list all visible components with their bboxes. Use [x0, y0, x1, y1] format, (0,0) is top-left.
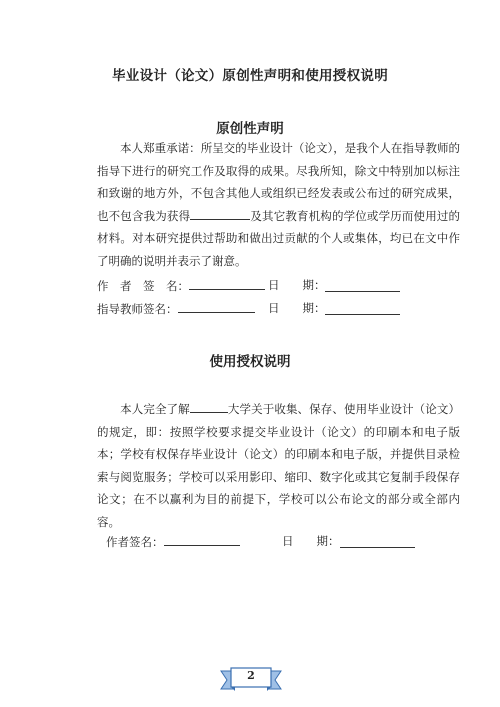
originality-paragraph [97, 137, 460, 272]
authorization-author-row [106, 533, 240, 550]
date-label-2: 日 期： [268, 301, 326, 315]
page-number: 2 [247, 669, 255, 682]
advisor-signature-row [97, 300, 255, 317]
authorization-date-label: 日 期： [282, 534, 340, 548]
date-label-1: 日 期： [268, 278, 326, 292]
authorization-title: 使用授权说明 [209, 354, 291, 370]
authorization-author-field[interactable] [164, 533, 240, 546]
authorization-text-b: 大学关于收集、保存、使用毕业设计（论文）的规定，即：按照学校要求提交毕业设计（论文）的印刷本和电子版本；学校有权保存毕业设计（论文）的印刷本和电子版，并提供目录检索与阅览服务；学校可以采用影印、缩印、数字化或其它复制手段保存论文；在不以赢利为目的前提下，学校可以公布论文的部分或全部内容。 [97, 402, 461, 529]
authorization-date-field[interactable] [340, 535, 415, 548]
advisor-signature-field[interactable] [178, 300, 255, 313]
originality-text-a: 本人郑重承诺：所呈交的毕业设计（论文），是我个人在指导教师的指导下进行的研究工作及取得的成果。尽我所知，除文中特别加以标注和致谢的地方外，不包含其他人或组织已经发表或公布过的研究成果，也不包含我为获得 [97, 141, 460, 223]
authorization-text-a: 本人完全了解 [120, 402, 190, 416]
page-number-badge [219, 663, 283, 695]
degree-blank[interactable] [190, 207, 250, 220]
author-signature-field[interactable] [189, 277, 265, 290]
authorization-author-label: 作者签名： [106, 535, 164, 549]
university-blank[interactable] [190, 400, 228, 413]
page-title: 毕业设计（论文）原创性声明和使用授权说明 [112, 68, 388, 84]
originality-text-b: 及其它教育机构的学位或学历而使用过的材料。对本研究提供过帮助和做出过贡献的个人或集体，均已在文中作了明确的说明并表示了谢意。 [97, 208, 461, 268]
author-signature-row [97, 277, 265, 294]
originality-title: 原创性声明 [216, 121, 284, 137]
author-signature-label: 作 者 签 名： [97, 279, 189, 293]
authorization-paragraph [97, 398, 460, 533]
advisor-signature-label: 指导教师签名： [97, 302, 178, 316]
date-field-2[interactable] [325, 302, 400, 315]
date-field-1[interactable] [325, 279, 400, 292]
